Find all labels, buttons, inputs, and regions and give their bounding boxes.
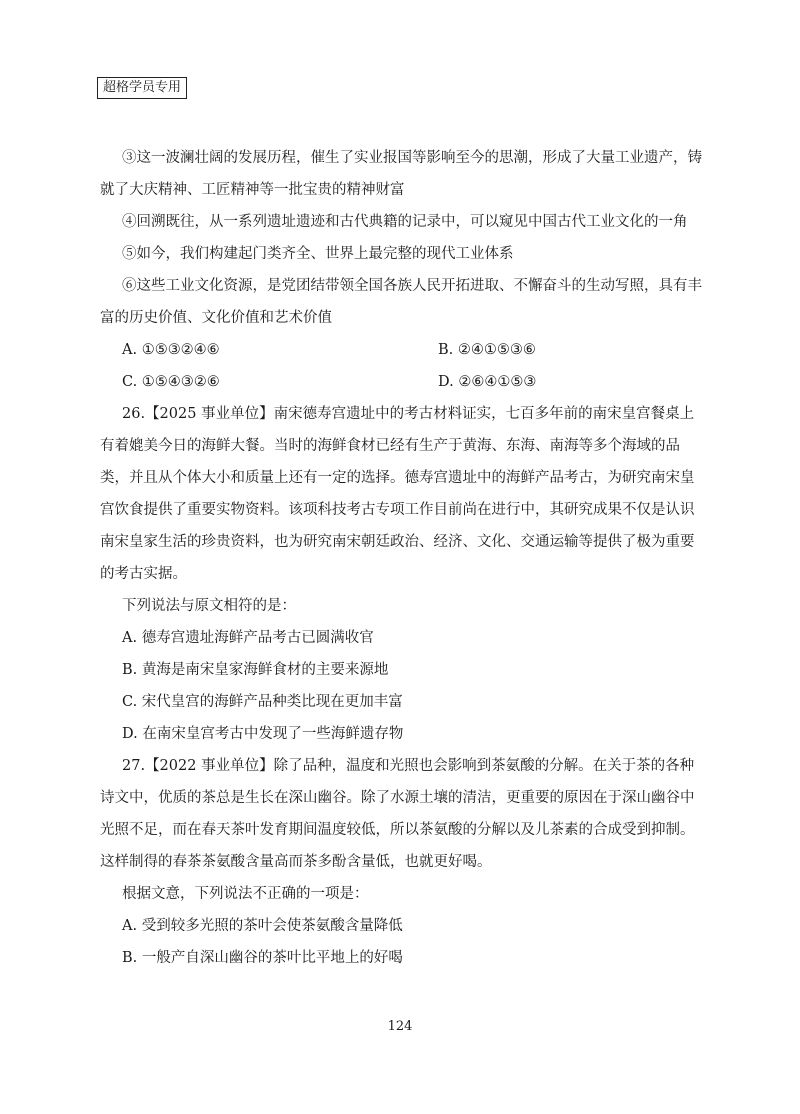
q25-options-row-2 — [100, 366, 702, 398]
q25-sentence-3: ③这一波澜壮阔的发展历程，催生了实业报国等影响至今的思潮，形成了大量工业遗产，铸就了大庆精神、工匠精神等一批宝贵的精神财富 — [100, 150, 702, 198]
document-content — [100, 142, 702, 974]
q25-options-row-1 — [100, 334, 702, 366]
q25-sentence-4: ④回溯既往，从一系列遗址遗迹和古代典籍的记录中，可以窥见中国古代工业文化的一角 — [122, 214, 688, 230]
q25-option-a: A. ①⑤③②④⑥ — [122, 342, 220, 358]
q26-option-a: A. 德寿宫遗址海鲜产品考古已圆满收官 — [122, 630, 374, 646]
q26-question: 下列说法与原文相符的是： — [122, 598, 296, 614]
q25-option-d: D. ②⑥④①⑤③ — [438, 374, 537, 390]
q25-option-c: C. ①⑤④③②⑥ — [122, 374, 220, 390]
q26-option-b: B. 黄海是南宋皇家海鲜食材的主要来源地 — [122, 662, 389, 678]
header-tag: 超格学员专用 — [97, 77, 187, 99]
q25-option-b: B. ②④①⑤③⑥ — [438, 342, 536, 358]
q27-option-a: A. 受到较多光照的茶叶会使茶氨酸含量降低 — [122, 918, 403, 934]
q26-option-c: C. 宋代皇宫的海鲜产品种类比现在更加丰富 — [122, 694, 403, 710]
q25-sentence-5: ⑤如今，我们构建起门类齐全、世界上最完整的现代工业体系 — [122, 246, 514, 262]
q25-sentence-6: ⑥这些工业文化资源，是党团结带领全国各族人民开拓进取、不懈奋斗的生动写照，具有丰富的历史价值、文化价值和艺术价值 — [100, 278, 702, 326]
page-number: 124 — [387, 1019, 413, 1034]
q27-stem: 27.【2022 事业单位】除了品种，温度和光照也会影响到茶氨酸的分解。在关于茶的各种诗文中，优质的茶总是生长在深山幽谷。除了水源土壤的清洁，更重要的原因在于深山幽谷中光照不足，而在春天茶叶发育期间温度较低，所以茶氨酸的分解以及儿茶素的合成受到抑制。这样制得的春茶茶氨酸含量高而茶多酚含量低，也就更好喝。 — [100, 758, 695, 870]
q27-question: 根据文意，下列说法不正确的一项是： — [122, 886, 369, 902]
q26-stem: 26.【2025 事业单位】南宋德寿宫遗址中的考古材料证实，七百多年前的南宋皇宫餐桌上有着媲美今日的海鲜大餐。当时的海鲜食材已经有生产于黄海、东海、南海等多个海域的品类，并且从个体大小和质量上还有一定的选择。德寿宫遗址中的海鲜产品考古，为研究南宋皇宫饮食提供了重要实物资料。该项科技考古专项工作目前尚在进行中，其研究成果不仅是认识南宋皇家生活的珍贵资料，也为研究南宋朝廷政治、经济、文化、交通运输等提供了极为重要的考古实据。 — [100, 406, 695, 582]
q26-option-d: D. 在南宋皇宫考古中发现了一些海鲜遗存物 — [122, 726, 404, 742]
q27-option-b: B. 一般产自深山幽谷的茶叶比平地上的好喝 — [122, 950, 403, 966]
